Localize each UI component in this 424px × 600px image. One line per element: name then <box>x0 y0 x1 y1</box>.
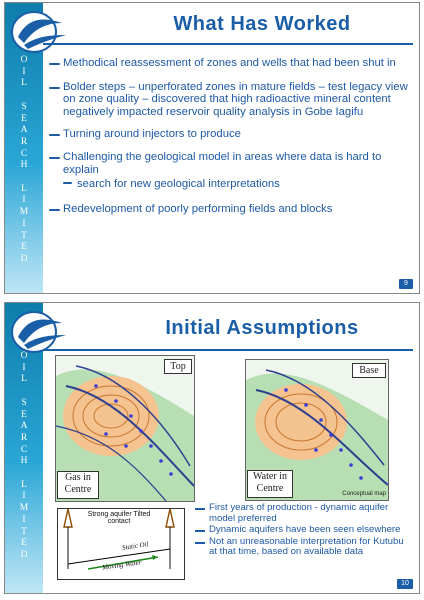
sidebar-letter: I <box>22 218 26 229</box>
sidebar-letter: L <box>21 183 27 194</box>
bullet-dash-icon <box>195 508 205 510</box>
bullet-dash-icon <box>49 87 60 89</box>
bullet-item <box>49 203 411 216</box>
gas-in-centre-label: Gas in Centre <box>57 471 99 499</box>
bullet-item <box>49 178 411 191</box>
page-number: 10 <box>397 579 413 589</box>
sidebar-letter: H <box>20 160 28 171</box>
strong-aquifer-label: Strong aquifer Tilted contact <box>87 511 151 525</box>
slide-what-has-worked <box>4 2 420 294</box>
sidebar-letter: I <box>22 514 26 525</box>
sidebar-letter <box>5 386 43 398</box>
base-structure-map <box>245 359 389 501</box>
sidebar-letter: D <box>20 549 28 560</box>
bullet-dash-icon <box>49 209 60 211</box>
sidebar-letter: E <box>21 538 27 549</box>
sidebar-letter: C <box>20 444 28 455</box>
sidebar-letter: M <box>19 207 29 218</box>
sidebar-letter <box>5 172 43 184</box>
sidebar-letter: M <box>19 503 29 514</box>
sidebar-letter: R <box>20 136 28 147</box>
sidebar-letter: L <box>21 374 27 385</box>
slide1-bullet-list <box>49 57 411 215</box>
sidebar-letter: I <box>22 195 26 206</box>
sidebar-letter: S <box>21 397 27 408</box>
sidebar-letter: E <box>21 242 27 253</box>
sidebar-letter: L <box>21 479 27 490</box>
conceptual-map-label: Conceptual map <box>342 491 386 497</box>
sidebar-letter: O <box>20 351 28 361</box>
sidebar-letter: I <box>22 491 26 502</box>
bullet-text: Redevelopment of poorly performing fields and blocks <box>63 202 333 215</box>
bullet-item <box>195 525 413 536</box>
title-rule <box>43 43 413 45</box>
bullet-dash-icon <box>49 63 60 65</box>
aquifer-diagram <box>57 508 185 580</box>
bullet-item <box>195 537 413 558</box>
top-structure-map <box>55 355 195 502</box>
bullet-item <box>49 128 411 141</box>
moving-water-label: Moving Water <box>101 558 142 572</box>
sidebar-letter <box>5 468 43 480</box>
bullet-text: Challenging the geological model in areas where data is hard to explain <box>63 150 382 176</box>
sidebar-letter: O <box>20 55 28 65</box>
sidebar-letter: D <box>20 253 28 264</box>
bullet-item <box>49 57 411 70</box>
title-rule <box>43 349 413 351</box>
sidebar-letter: C <box>20 148 28 159</box>
bullet-item <box>49 81 411 119</box>
slide2-title: Initial Assumptions <box>165 317 359 339</box>
sidebar-letter: S <box>21 101 27 112</box>
sidebar-letter: T <box>21 526 27 537</box>
water-in-centre-label: Water in Centre <box>247 470 293 498</box>
bullet-text: search for new geological interpretations <box>77 178 280 191</box>
slide2-bullet-list <box>195 503 413 559</box>
bullet-text: First years of production - dynamic aquifer model preferred <box>209 502 389 524</box>
bullet-dash-icon <box>63 182 72 184</box>
bullet-item <box>49 151 411 176</box>
oil-search-logo <box>10 9 70 55</box>
slide1-title: What Has Worked <box>173 13 351 35</box>
sidebar-letters <box>5 55 43 266</box>
sidebar-letter: E <box>21 409 27 420</box>
bullet-text: Turning around injectors to produce <box>63 128 241 141</box>
bullet-dash-icon <box>49 134 60 136</box>
sidebar-letter: A <box>20 421 28 432</box>
sidebar-letter: T <box>21 230 27 241</box>
sidebar-letter: I <box>22 66 26 77</box>
static-oil-label: Static Oil <box>121 540 150 552</box>
sidebar-letter: H <box>20 456 28 467</box>
bullet-item <box>195 503 413 524</box>
sidebar-letter: E <box>21 113 27 124</box>
bullet-text: Not an unreasonable interpretation for Kutubu at that time, based on available data <box>209 535 404 557</box>
sidebar-letter: I <box>22 362 26 373</box>
page-number: 9 <box>399 279 413 289</box>
sidebar-letter: R <box>20 432 28 443</box>
sidebar-letters <box>5 351 43 562</box>
sidebar-letter: A <box>20 125 28 136</box>
bullet-text: Methodical reassessment of zones and wells that had been shut in <box>63 57 396 69</box>
top-label: Top <box>164 359 192 374</box>
base-label: Base <box>352 363 386 378</box>
bullet-dash-icon <box>49 157 60 159</box>
slide-initial-assumptions <box>4 302 420 594</box>
bullet-dash-icon <box>195 530 205 532</box>
sidebar-letter <box>5 90 43 102</box>
bullet-text: Dynamic aquifers have been seen elsewhere <box>209 524 401 535</box>
derrick-left-icon <box>64 509 72 569</box>
derrick-right-icon <box>166 509 174 569</box>
bullet-dash-icon <box>195 542 205 544</box>
sidebar-letter: L <box>21 78 27 89</box>
bullet-text: Bolder steps – unperforated zones in mature fields – test legacy view on zone quality – discovered that high radioactive mineral content negatively impacted reservoir quality analysis in Gobe Iagifu <box>63 80 408 118</box>
